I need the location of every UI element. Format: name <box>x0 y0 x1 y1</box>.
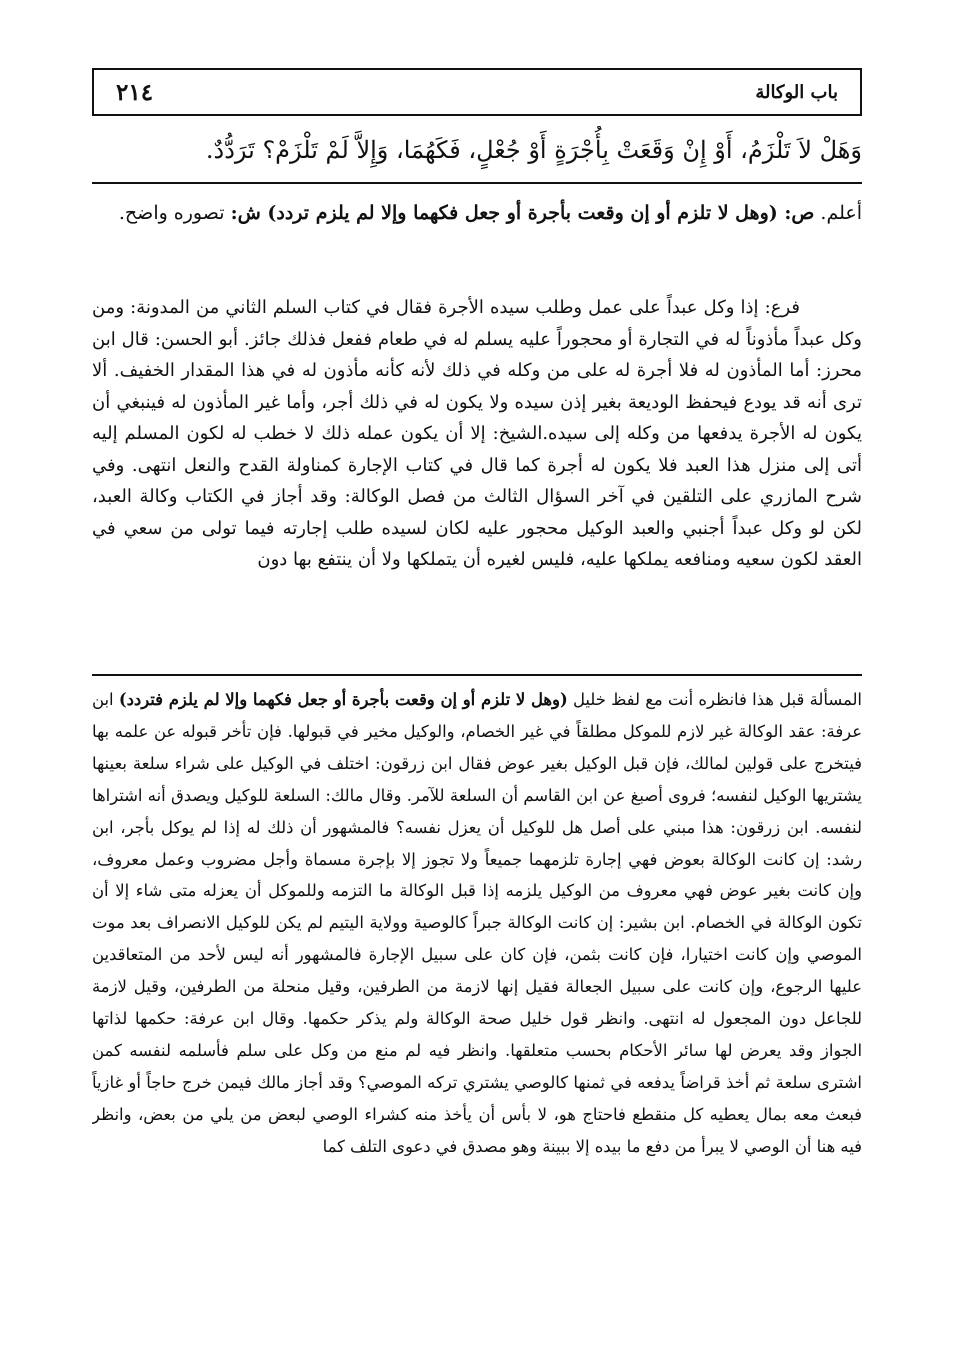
footnote-quote: (وهل لا تلزم أو إن وقعت بأجرة أو جعل فكهما وإلا لم يلزم فتردد) <box>118 690 568 709</box>
footnote <box>92 684 862 1324</box>
commentary-body: فرع: إذا وكل عبداً على عمل وطلب سيده الأجرة فقال في كتاب السلم الثاني من المدونة: ومن وكل عبداً مأذوناً له في التجارة أو محجوراً عليه يسلم له في طعام ففعل فذلك جائز. أبو الحسن: قال ابن محرز: أما المأذون له فلا أجرة له على من وكله في ذلك لأنه كأنه مأذون له في هذا المقدار الخفيف. ألا ترى أنه قد يودع فيحفظ الوديعة بغير إذن سيده ولا يكون له في ذلك أجر، وأما غير المأذون له فينبغي أن يكون له الأجرة يدفعها من وكله إلى سيده.الشيخ: إلا أن يكون عمله ذلك لا خطب له لكون المسلم إليه أتى إلى منزل هذا العبد فلا يكون له أجرة كما قال في كتاب الإجارة كمناولة القدح والنعل انتهى. وفي شرح المازري على التلقين في آخر السؤال الثالث من فصل الوكالة: وقد أجاز في الكتاب وكالة العبد، لكن لو وكل عبداً أجنبي والعبد الوكيل محجور عليه لكان لسيده طلب إجارته فيما تولى من سعي في العقد لكون سعيه ومنافعه يملكها عليه، فليس لغيره أن يتملكها ولا أن ينتفع بها دون <box>92 297 862 570</box>
commentary-intro <box>92 196 862 280</box>
footnote-divider <box>92 674 862 676</box>
top-divider <box>92 182 862 184</box>
intro-rest: تصوره واضح. <box>118 202 225 224</box>
page-number: ٢١٤ <box>116 78 154 106</box>
chapter-title: باب الوكالة <box>755 81 838 103</box>
footnote-text: ابن عرفة: عقد الوكالة غير لازم للموكل مطلقاً في غير الخصام، والوكيل مخير في قبولها. فإن تأخر قبوله عن علمه بها فيتخرج على قولين لمالك، فإن قبل الوكيل بغير عوض فقال ابن زرقون: اختلف في الوكيل على شراء سلعة بعينها يشتريها الوكيل لنفسه؛ فروى أصبغ عن ابن القاسم أن السلعة للآمر. وقال مالك: السلعة للوكيل ويصدق أنه اشتراها لنفسه. ابن زرقون: هذا مبني على أصل هل للوكيل أن يعزل نفسه؟ فالمشهور أن ذلك له إذا لم يوكل بأجر، ابن رشد: إن كانت الوكالة بعوض فهي إجارة تلزمهما جميعاً ولا تجوز إلا بإجرة مسماة وأجل مضروب وعمل معروف، وإن كانت بغير عوض فهي معروف من الوكيل يلزمه إذا قبل الوكالة ما التزمه وللموكل أن يعزله متى شاء إلا أن تكون الوكالة في الخصام. ابن بشير: إن كانت الوكالة جبراً كالوصية وولاية اليتيم لم يكن للوكيل الانصراف بعد موت الموصي وإن كانت اختيارا، فإن كانت بثمن، فإن كان على سبيل الإجارة فالمشهور أنه ليس لأحد من المتعاقدين عليها الرجوع، وإن كانت على سبيل الجعالة فقيل إنها لازمة من الطرفين، وقيل منحلة من الطرفين، وقيل لازمة للجاعل دون المجعول له انتهى. وانظر قول خليل صحة الوكالة ولم يذكر حكمها. وقال ابن عرفة: حكمها لذاتها الجواز وقد يعرض لها سائر الأحكام بحسب متعلقها. وانظر فيه لم منع من وكل على سلم فأسلمه لنفسه كمن اشترى سلعة ثم أخذ قراضاً يدفعه في ثمنها كالوصي يشتري تركه الموصي؟ وقد أجاز مالك فيمن خرج حاجاً أو غازياً فبعث معه بمال يعطيه كل منقطع فاحتاج هو، لا بأس أن يأخذ منه كشراء الوصي لبعض من يلي من بعض، وانظر فيه هنا أن الوصي لا يبرأ من دفع ما بيده إلا ببينة وهو مصدق في دعوى التلف كما <box>92 690 862 1156</box>
intro-prefix: أعلم. <box>820 202 862 224</box>
intro-quote: ص: (وهل لا تلزم أو إن وقعت بأجرة أو جعل فكهما وإلا لم يلزم تردد) ش: <box>230 202 815 224</box>
footnote-lead: المسألة قبل هذا فانظره أنت مع لفظ خليل <box>572 690 862 709</box>
matn-text: وَهَلْ لاَ تَلْزَمُ، أَوْ إِنْ وَقَعَتْ بِأُجْرَةٍ أَوْ جُعْلٍ، فَكَهُمَا، وَإِلاَّ لَمْ تَلْزَمْ؟ تَرَدُّدٌ. <box>205 136 862 164</box>
page-header <box>92 68 862 116</box>
